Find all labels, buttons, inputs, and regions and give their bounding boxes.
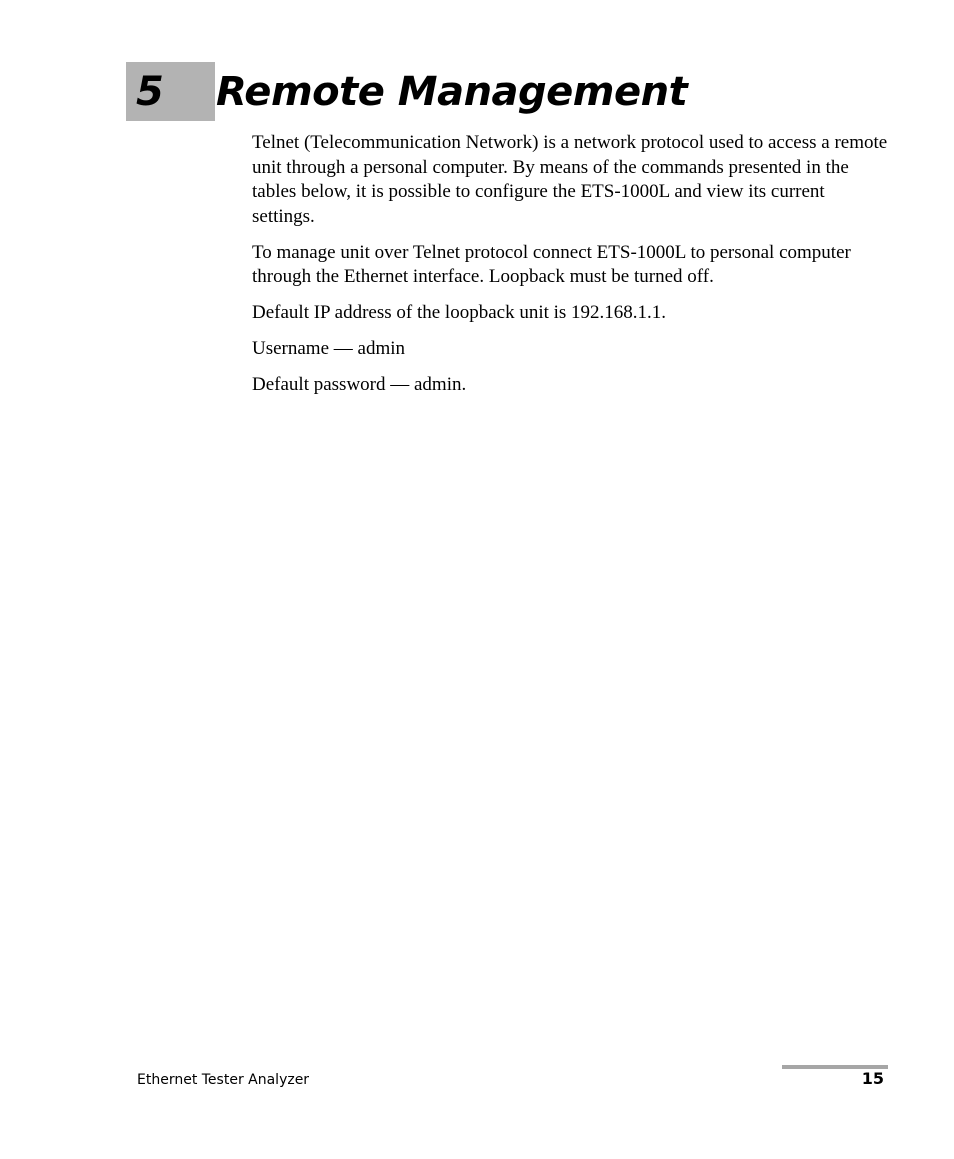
chapter-number-box xyxy=(126,62,215,121)
paragraph-connection: To manage unit over Telnet protocol connect ETS-1000L to personal computer through the Ethernet interface. Loopback must be turned off. xyxy=(252,241,851,287)
paragraph-username: Username — admin xyxy=(252,338,406,359)
chapter-title: Remote Management xyxy=(216,69,688,115)
chapter-number: 5 xyxy=(136,69,164,115)
page-number: 15 xyxy=(861,1069,884,1088)
paragraph-telnet-intro: Telnet (Telecommunication Network) is a network protocol used to access a remote unit through a personal computer. By means of the commands presented in the tables below, it is possible to configure the ETS-1000L and view its current settings. xyxy=(252,132,888,227)
chapter-body xyxy=(252,131,892,409)
paragraph-password: Default password — admin. xyxy=(252,374,467,395)
paragraph-default-ip: Default IP address of the loopback unit is 192.168.1.1. xyxy=(252,302,667,323)
footer-document-title: Ethernet Tester Analyzer xyxy=(137,1072,310,1088)
